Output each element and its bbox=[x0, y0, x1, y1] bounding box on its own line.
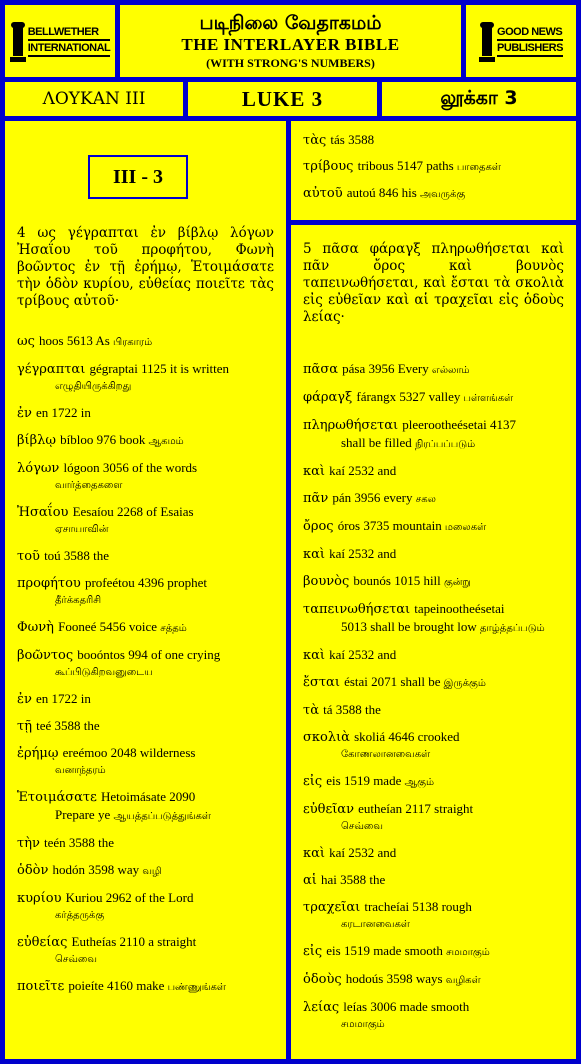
tamil-gloss: பண்ணுங்கள் bbox=[164, 982, 226, 993]
word-entry bbox=[17, 503, 274, 538]
greek-word: πληρωθήσεται bbox=[303, 418, 403, 433]
word-entry bbox=[17, 547, 274, 565]
transliteration: bounós 1015 hill bbox=[353, 573, 441, 588]
tamil-gloss: பாதைகள் bbox=[453, 162, 501, 173]
greek-word: αἱ bbox=[303, 873, 322, 888]
transliteration: kaí 2532 and bbox=[329, 546, 397, 561]
tamil-gloss: கரடானவைகள் bbox=[341, 919, 410, 930]
greek-word: καὶ bbox=[303, 846, 330, 861]
title-subtitle: (WITH STRONG'S NUMBERS) bbox=[206, 56, 375, 70]
greek-word: τὴν bbox=[17, 836, 45, 851]
word-entry bbox=[17, 717, 274, 735]
greek-word: προφήτου bbox=[17, 576, 85, 591]
transliteration: kaí 2532 and bbox=[329, 463, 397, 478]
word-entry bbox=[17, 690, 274, 708]
greek-word: τῇ bbox=[17, 719, 37, 734]
word-entry bbox=[303, 462, 564, 480]
transliteration: hoos 5613 As bbox=[39, 333, 110, 348]
verse-4-continued bbox=[291, 121, 576, 220]
word-entry bbox=[303, 673, 564, 692]
greek-word: γέγραπται bbox=[17, 362, 90, 377]
statue-icon bbox=[10, 20, 26, 62]
meaning-line: Prepare ye ஆயத்தப்படுத்துங்கள் bbox=[55, 807, 211, 822]
tamil-gloss: அவருக்கு bbox=[416, 189, 466, 200]
transliteration: en 1722 in bbox=[36, 691, 91, 706]
verse-4-greek: 4 ως γέγραπται ἐν βίβλῳ λόγων Ἠσαΐου τοῦ προφήτου, Φωνὴ βοῶντος ἐν τῇ ἐρήμῳ, Ἑτοιμάσατε τὴν ὁδὸν κυρίου, εὐθείας ποιεῖτε τὰς τρίβους αὐτοῦ· bbox=[17, 225, 274, 309]
greek-word: ως bbox=[17, 334, 40, 349]
tamil-gloss: தீர்க்கதரிசி bbox=[55, 595, 102, 606]
transliteration: profeétou 4396 prophet bbox=[84, 575, 207, 590]
word-entry bbox=[303, 728, 564, 763]
greek-word: καὶ bbox=[303, 547, 330, 562]
word-entry bbox=[17, 861, 274, 880]
greek-word: εὐθεῖαν bbox=[303, 802, 359, 817]
book-greek: ΛΟΥΚΑΝ III bbox=[5, 82, 183, 116]
word-entry bbox=[303, 998, 564, 1033]
logo-line-1: BELLWETHER bbox=[28, 25, 111, 41]
greek-word: κυρίου bbox=[17, 891, 66, 906]
word-entry bbox=[17, 889, 274, 924]
transliteration: skoliá 4646 crooked bbox=[354, 729, 460, 744]
word-entry bbox=[303, 416, 564, 453]
word-entry bbox=[17, 360, 274, 395]
title-english: THE INTERLAYER BIBLE bbox=[181, 35, 400, 54]
transliteration: teé 3588 the bbox=[36, 718, 100, 733]
transliteration: pán 3956 every bbox=[332, 490, 413, 505]
tamil-gloss: ஆகமம் bbox=[145, 436, 184, 447]
word-entry bbox=[303, 942, 564, 961]
tamil-gloss: செவ்வை bbox=[341, 821, 383, 832]
word-entry bbox=[17, 618, 274, 637]
statue-icon bbox=[479, 20, 495, 62]
transliteration: ereémoo 2048 wilderness bbox=[62, 745, 196, 760]
greek-word: εἰς bbox=[303, 774, 327, 789]
chapter-label: III - 3 bbox=[88, 155, 188, 199]
tamil-gloss: கூப்பிடுகிறவனுடைய bbox=[55, 667, 153, 678]
word-entry bbox=[17, 788, 274, 825]
transliteration: eis 1519 made bbox=[326, 773, 402, 788]
tamil-gloss: எல்லாம் bbox=[428, 365, 470, 376]
verse-4-words bbox=[17, 332, 274, 996]
logo-line-2: INTERNATIONAL bbox=[28, 41, 111, 57]
greek-word: τρίβους bbox=[303, 159, 358, 174]
transliteration: hodón 3598 way bbox=[52, 862, 140, 877]
greek-word: ἐρήμῳ bbox=[17, 746, 63, 761]
verse-5-words bbox=[303, 360, 564, 1033]
transliteration: óros 3735 mountain bbox=[337, 518, 442, 533]
greek-word: ὁδὸν bbox=[17, 863, 53, 878]
word-entry bbox=[303, 646, 564, 664]
transliteration: pleerootheésetai 4137 bbox=[402, 417, 516, 432]
transliteration: tapeinootheésetai bbox=[414, 601, 505, 616]
word-entry bbox=[303, 800, 564, 835]
word-entry bbox=[303, 871, 564, 889]
word-entry bbox=[303, 772, 564, 791]
greek-word: λείας bbox=[303, 1000, 344, 1015]
transliteration: tá 3588 the bbox=[323, 702, 381, 717]
tamil-gloss: வழிகள் bbox=[442, 975, 481, 986]
word-entry bbox=[303, 517, 564, 536]
transliteration: tracheíai 5138 rough bbox=[364, 899, 472, 914]
greek-word: εὐθείας bbox=[17, 935, 72, 950]
meaning-line: shall be filled நிரப்பப்படும் bbox=[341, 435, 476, 450]
word-entry bbox=[303, 360, 564, 379]
transliteration: fárangx 5327 valley bbox=[356, 389, 461, 404]
transliteration: Hetoimásate 2090 bbox=[101, 789, 196, 804]
word-entry bbox=[17, 459, 274, 494]
greek-word: ἔσται bbox=[303, 675, 345, 690]
greek-word: ἐν bbox=[17, 406, 37, 421]
greek-word: αὐτοῦ bbox=[303, 186, 347, 201]
tamil-gloss: செவ்வை bbox=[55, 954, 97, 965]
transliteration: gégraptai 1125 it is written bbox=[89, 361, 230, 376]
transliteration: Kuriou 2962 of the Lord bbox=[65, 890, 194, 905]
greek-word: ταπεινωθήσεται bbox=[303, 602, 415, 617]
tamil-gloss: சமமாகும் bbox=[341, 1019, 385, 1030]
word-entry bbox=[17, 646, 274, 681]
tamil-gloss: பிரகாரம் bbox=[109, 337, 153, 348]
word-entry bbox=[303, 600, 564, 637]
word-entry bbox=[303, 701, 564, 719]
tamil-gloss: பள்ளங்கள் bbox=[460, 393, 514, 404]
transliteration: booóntos 994 of one crying bbox=[77, 647, 221, 662]
greek-word: πᾶν bbox=[303, 491, 333, 506]
greek-word: λόγων bbox=[17, 461, 64, 476]
greek-word: τραχεῖαι bbox=[303, 900, 365, 915]
word-entry bbox=[17, 834, 274, 852]
transliteration: Eutheías 2110 a straight bbox=[71, 934, 197, 949]
greek-word: βοῶντος bbox=[17, 648, 78, 663]
bellwether-logo bbox=[5, 5, 115, 77]
transliteration: leías 3006 made smooth bbox=[343, 999, 470, 1014]
word-entry bbox=[303, 545, 564, 563]
word-entry bbox=[303, 970, 564, 989]
word-entry bbox=[17, 404, 274, 422]
tamil-gloss: இருக்கும் bbox=[440, 678, 486, 689]
tamil-gloss: குன்று bbox=[440, 577, 471, 588]
left-column bbox=[5, 121, 286, 1059]
tamil-gloss: ஆகும் bbox=[401, 777, 435, 788]
tamil-gloss: சகல bbox=[412, 494, 436, 505]
title-tamil: படிநிலை வேதாகமம் bbox=[199, 12, 382, 34]
word-entry bbox=[17, 933, 274, 968]
transliteration: éstai 2071 shall be bbox=[344, 674, 441, 689]
greek-word: τὰ bbox=[303, 703, 324, 718]
tamil-gloss: மலைகள் bbox=[441, 522, 487, 533]
word-entry bbox=[303, 388, 564, 407]
greek-word: σκολιὰ bbox=[303, 730, 355, 745]
word-entry bbox=[303, 844, 564, 862]
word-entry bbox=[303, 489, 564, 508]
transliteration: kaí 2532 and bbox=[329, 647, 397, 662]
word-entry bbox=[17, 744, 274, 779]
tamil-gloss: வழி bbox=[139, 866, 162, 877]
greek-word: Ἑτοιμάσατε bbox=[17, 790, 101, 805]
greek-word: Φωνὴ bbox=[17, 620, 59, 635]
tamil-gloss: கோணலானவைகள் bbox=[341, 749, 431, 760]
book-english: LUKE 3 bbox=[188, 82, 377, 116]
tamil-gloss: நிரப்பப்படும் bbox=[415, 439, 476, 450]
greek-word: πᾶσα bbox=[303, 362, 343, 377]
right-column bbox=[291, 225, 576, 1059]
title-block bbox=[120, 5, 461, 77]
transliteration: Eesaíou 2268 of Esaias bbox=[72, 504, 194, 519]
tamil-gloss: ஆயத்தப்படுத்துங்கள் bbox=[113, 811, 211, 822]
transliteration: en 1722 in bbox=[36, 405, 91, 420]
greek-word: καὶ bbox=[303, 464, 330, 479]
tamil-gloss: கர்த்தருக்கு bbox=[55, 910, 105, 921]
greek-word: καὶ bbox=[303, 648, 330, 663]
greek-word: τὰς bbox=[303, 133, 331, 148]
transliteration: eutheían 2117 straight bbox=[358, 801, 474, 816]
greek-word: Ἠσαΐου bbox=[17, 505, 73, 520]
transliteration: toú 3588 the bbox=[44, 548, 110, 563]
tamil-gloss: வார்த்தைகளை bbox=[55, 480, 123, 491]
word-entry bbox=[303, 157, 564, 176]
greek-word: ὁδοὺς bbox=[303, 972, 346, 987]
word-entry bbox=[303, 898, 564, 933]
transliteration: tás 3588 bbox=[330, 132, 375, 147]
word-entry bbox=[303, 131, 564, 149]
word-entry bbox=[17, 332, 274, 351]
transliteration: poieíte 4160 make bbox=[68, 978, 165, 993]
transliteration: autoú 846 his bbox=[346, 185, 417, 200]
transliteration: Fooneé 5456 voice bbox=[58, 619, 158, 634]
meaning-line: 5013 shall be brought low தாழ்த்தப்படும் bbox=[341, 619, 545, 634]
tamil-gloss: சத்தம் bbox=[157, 623, 187, 634]
transliteration: kaí 2532 and bbox=[329, 845, 397, 860]
tamil-gloss: தாழ்த்தப்படும் bbox=[480, 623, 545, 634]
greek-word: βίβλῳ bbox=[17, 433, 61, 448]
greek-word: εἰς bbox=[303, 944, 327, 959]
transliteration: tribous 5147 paths bbox=[357, 158, 454, 173]
greek-word: ἐν bbox=[17, 692, 37, 707]
word-entry bbox=[303, 184, 564, 203]
transliteration: lógoon 3056 of the words bbox=[63, 460, 198, 475]
greek-word: τοῦ bbox=[17, 549, 45, 564]
book-tamil: லூக்கா 3 bbox=[382, 82, 576, 116]
word-entry bbox=[17, 574, 274, 609]
tamil-gloss: எழுதியிருக்கிறது bbox=[55, 381, 132, 392]
logo-line-2: PUBLISHERS bbox=[497, 41, 563, 57]
verse-5-greek: 5 πᾶσα φάραγξ πληρωθήσεται καὶ πᾶν ὄρος καὶ βουνὸς ταπεινωθήσεται, καὶ ἔσται τὰ σκολιὰ εἰς εὐθεῖαν καὶ αἱ τραχεῖαι εἰς ὁδοὺς λείας· bbox=[303, 241, 564, 325]
good-news-logo bbox=[466, 5, 576, 77]
transliteration: teén 3588 the bbox=[44, 835, 115, 850]
greek-word: βουνὸς bbox=[303, 574, 354, 589]
tamil-gloss: சமமாகும் bbox=[442, 947, 490, 958]
word-entry bbox=[17, 977, 274, 996]
greek-word: ὄρος bbox=[303, 519, 338, 534]
transliteration: pása 3956 Every bbox=[342, 361, 429, 376]
greek-word: φάραγξ bbox=[303, 390, 357, 405]
tamil-gloss: வனாந்தரம் bbox=[55, 765, 106, 776]
transliteration: hodoús 3598 ways bbox=[345, 971, 443, 986]
word-entry bbox=[17, 431, 274, 450]
word-entry bbox=[303, 572, 564, 591]
transliteration: bíbloo 976 book bbox=[60, 432, 146, 447]
transliteration: eis 1519 made smooth bbox=[326, 943, 443, 958]
greek-word: ποιεῖτε bbox=[17, 979, 69, 994]
tamil-gloss: ஏசாயாவின் bbox=[55, 524, 109, 535]
logo-line-1: GOOD NEWS bbox=[497, 25, 563, 41]
transliteration: hai 3588 the bbox=[321, 872, 386, 887]
